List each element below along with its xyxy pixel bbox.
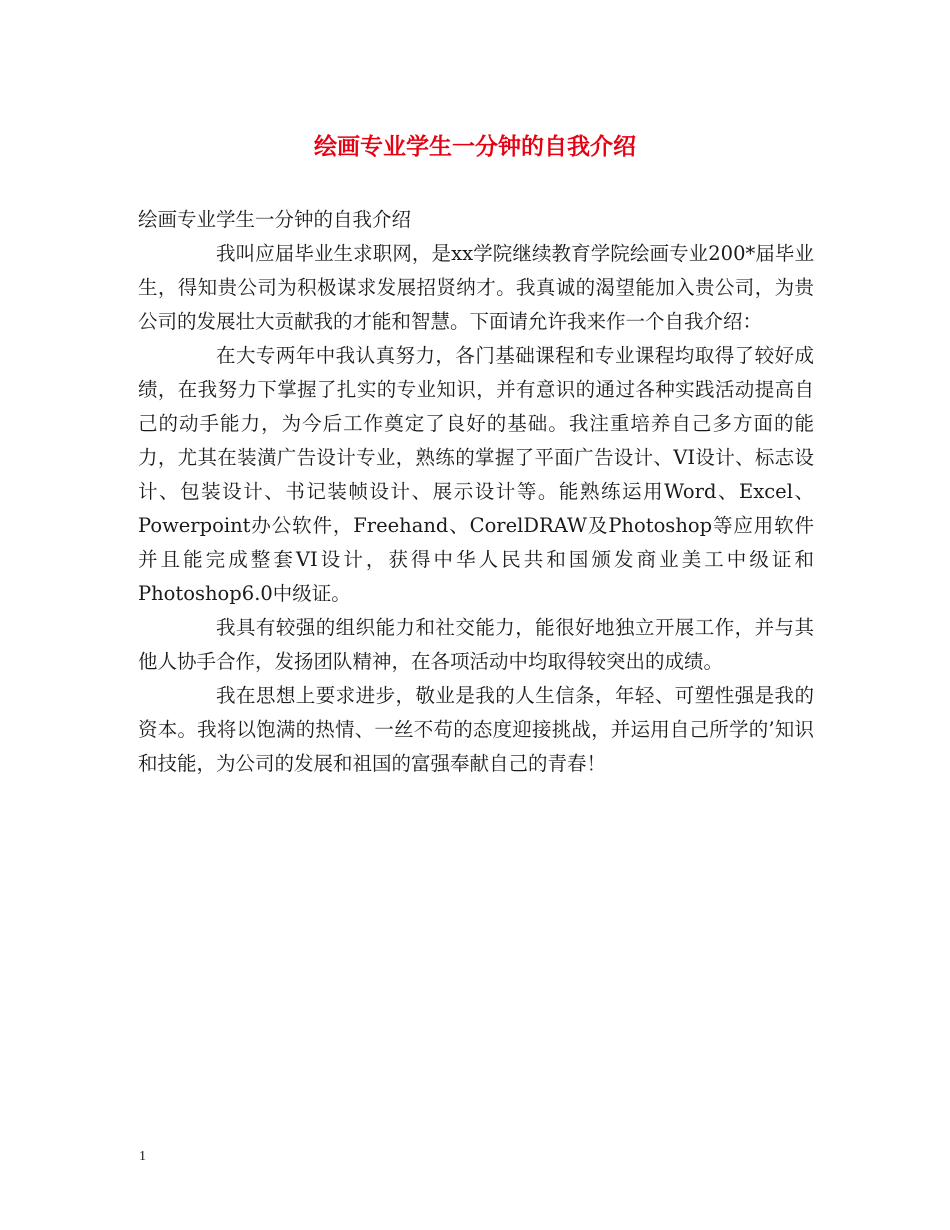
document-title: 绘画专业学生一分钟的自我介绍 [314,133,636,160]
document-subtitle: 绘画专业学生一分钟的自我介绍 [138,208,412,231]
page-number: 1 [139,1149,146,1164]
paragraph-intro: 我叫应届毕业生求职网，是xx学院继续教育学院绘画专业200*届毕业生，得知贵公司为积极谋求发展招贤纳才。我真诚的渴望能加入贵公司，为贵公司的发展壮大贡献我的才能和智慧。下面请允许我来作一个自我介绍： [138,242,814,333]
document-body [138,203,814,781]
paragraph-closing: 我在思想上要求进步，敬业是我的人生信条，年轻、可塑性强是我的资本。我将以饱满的热情、一丝不苟的态度迎接挑战，并运用自己所学的’知识和技能，为公司的发展和祖国的富强奉献自己的青春！ [138,684,814,775]
paragraph-abilities: 我具有较强的组织能力和社交能力，能很好地独立开展工作，并与其他人协手合作，发扬团队精神，在各项活动中均取得较突出的成绩。 [138,616,814,673]
paragraph-studies: 在大专两年中我认真努力，各门基础课程和专业课程均取得了较好成绩，在我努力下掌握了扎实的专业知识，并有意识的通过各种实践活动提高自己的动手能力，为今后工作奠定了良好的基础。我注重培养自己多方面的能力，尤其在装潢广告设计专业，熟练的掌握了平面广告设计、VI设计、标志设计、包装设计、书记装帧设计、展示设计等。能熟练运用Word、Excel、Powerpoint办公软件，Freehand、CorelDRAW及Photoshop等应用软件并且能完成整套VI设计，获得中华人民共和国颁发商业美工中级证和Photoshop6.0中级证。 [138,344,814,605]
